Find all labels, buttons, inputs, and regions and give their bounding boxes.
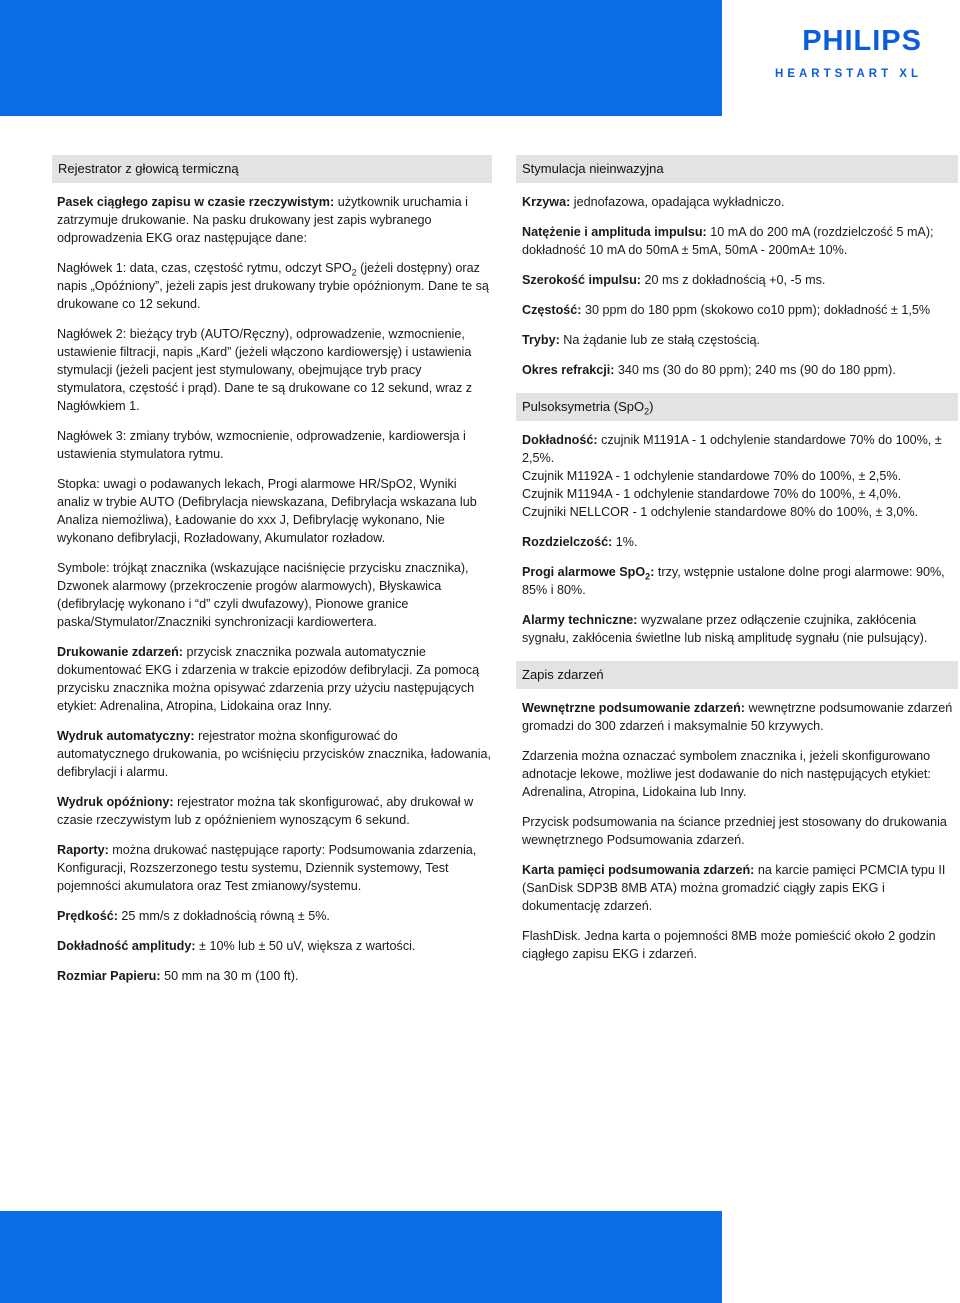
paragraph-rate: Częstość: 30 ppm do 180 ppm (skokowo co10 ppm); dokładność ± 1,5%: [522, 303, 931, 317]
paragraph-pulse-current: Natężenie i amplituda impulsu: 10 mA do 200 mA (rozdzielczość 5 mA); dokładność 10 mA do 50mA ± 5mA, 50mA - 200mA± 10%.: [522, 225, 934, 257]
paragraph-reports: Raporty: można drukować następujące raporty: Podsumowania zdarzenia, Konfiguracji, Rozszerzonego testu systemu, Dziennik systemowy, Test pojemności akumulatora oraz Test zmianowy/systemu.: [57, 843, 477, 893]
paragraph-refractory: Okres refrakcji: 340 ms (30 do 80 ppm); 240 ms (90 do 180 ppm).: [522, 363, 896, 377]
right-column: [516, 155, 958, 975]
paragraph-event-printing: Drukowanie zdarzeń: przycisk znacznika pozwala automatycznie dokumentować EKG i zdarzenia w trakcie epizodów defibrylacji. Za pomocą przycisku znacznika można opisywać zdarzenia przy użyciu następujących etykiet: Adrenalina, Atropina, Lidokaina oraz Inny.: [57, 645, 480, 713]
header-blue-band: [0, 0, 722, 116]
section-heading-event-log: Zapis zdarzeń: [516, 661, 958, 689]
product-name: HEARTSTART XL: [775, 68, 922, 80]
paragraph-header-3: Nagłówek 3: zmiany trybów, wzmocnienie, odprowadzenie, kardiowersja i ustawienia stymulatora rytmu.: [57, 429, 466, 461]
footer-blue-band: [0, 1211, 722, 1303]
left-column: [52, 155, 492, 997]
paragraph-flashdisk: FlashDisk. Jedna karta o pojemności 8MB może pomieścić około 2 godzin ciągłego zapisu EKG i zdarzeń.: [522, 929, 936, 961]
paragraph-amplitude-accuracy: Dokładność amplitudy: ± 10% lub ± 50 uV, większa z wartości.: [57, 939, 416, 953]
paragraph-memory-card: Karta pamięci podsumowania zdarzeń: na karcie pamięci PCMCIA typu II (SanDisk SDP3B 8MB ATA) można gromadzić ciągły zapis EKG i dokumentację zdarzeń.: [522, 863, 946, 913]
section-heading-pulse-oximetry: Pulsoksymetria (SpO$_2$): [516, 393, 958, 421]
paragraph-event-annotations: Zdarzenia można oznaczać symbolem znacznika i, jeżeli skonfigurowano adnotacje lekowe, możliwe jest dodawanie do nich następujących etykiet: Adrenalina, Atropina, Lidokaina lub Inny.: [522, 749, 931, 799]
paragraph-footer: Stopka: uwagi o podawanych lekach, Progi alarmowe HR/SpO2, Wyniki analiz w trybie AUTO (Defibrylacja niewskazana, Defibrylacja wskazana lub Analiza niemożliwa), Ładowanie do xxx J, Defibrylację wykonano, Nie wykonano defibrylacji, Rozładowany, Akumulator rozładow.: [57, 477, 477, 545]
paragraph-speed: Prędkość: 25 mm/s z dokładnością równą ± 5%.: [57, 909, 330, 923]
brand-name: PHILIPS: [802, 25, 922, 57]
paragraph-symbols: Symbole: trójkąt znacznika (wskazujące naciśnięcie przycisku znacznika), Dzwonek alarmowy (przekroczenie progów alarmowych), Błyskawica (defibrylację wykonano i “d” czyli dwufazowy), Pionowe granice paska/Stymulator/Znaczniki synchronizacji kardiowertera.: [57, 561, 469, 629]
paragraph-resolution: Rozdzielczość: 1%.: [522, 535, 638, 549]
paragraph-auto-print: Wydruk automatyczny: rejestrator można skonfigurować do automatycznego drukowania, po wciśnięciu przycisków znacznika, ładowania, defibrylacji i alarmu.: [57, 729, 492, 779]
paragraph-accuracy: Dokładność: czujnik M1191A - 1 odchylenie standardowe 70% do 100%, ± 2,5%. Czujnik M1192A - 1 odchylenie standardowe 70% do 100%, ± 2,5%. Czujnik M1194A - 1 odchylenie standardowe 70% do 100%, ± 4,0%. Czujniki NELLCOR - 1 odchylenie standardowe 80% do 100%, ± 3,0%.: [522, 433, 942, 519]
paragraph-header-2: Nagłówek 2: bieżący tryb (AUTO/Ręczny), odprowadzenie, wzmocnienie, ustawienie filtracji, napis „Kard” (jeżeli włączono kardiowersję) i ustawienia stymulacji (jeżeli pacjent jest stymulowany, obejmujące tryb pracy stymulatora, częstość i prąd). Dane te są drukowane co 12 sekund, wraz z Nagłówkiem 1.: [57, 327, 473, 413]
paragraph-header-1: Nagłówek 1: data, czas, częstość rytmu, odczyt $SPO_2$ (jeżeli dostępny) oraz napis „Opóźniony”, jeżeli zapis jest drukowany trybie opóźnionym. Dane te są drukowane co 12 sekund.: [57, 261, 489, 311]
paragraph-paper-size: Rozmiar Papieru: 50 mm na 30 m (100 ft).: [57, 969, 299, 983]
paragraph-internal-summary: Wewnętrzne podsumowanie zdarzeń: wewnętrzne podsumowanie zdarzeń gromadzi do 300 zdarzeń i maksymalnie 50 krzywych.: [522, 701, 953, 733]
paragraph-continuous-strip: Pasek ciągłego zapisu w czasie rzeczywistym: użytkownik uruchamia i zatrzymuje drukowanie. Na pasku drukowany jest zapis wybranego odprowadzenia EKG oraz następujące dane:: [57, 195, 468, 245]
paragraph-waveform: Krzywa: jednofazowa, opadająca wykładniczo.: [522, 195, 785, 209]
paragraph-pulse-width: Szerokość impulsu: 20 ms z dokładnością +0, -5 ms.: [522, 273, 826, 287]
paragraph-delayed-print: Wydruk opóźniony: rejestrator można tak skonfigurować, aby drukował w czasie rzeczywistym lub z opóźnieniem wynoszącym 6 sekund.: [57, 795, 474, 827]
paragraph-spo2-alarms: Progi alarmowe SpO$_2$: trzy, wstępnie ustalone dolne progi alarmowe: 90%, 85% i 80%.: [522, 565, 945, 597]
section-heading-pacing: Stymulacja nieinwazyjna: [516, 155, 958, 183]
philips-logo: [775, 26, 922, 80]
paragraph-technical-alarms: Alarmy techniczne: wyzwalane przez odłączenie czujnika, zakłócenia sygnału, zakłócenia świetlne lub niską amplitudę sygnału (nie pulsujący).: [522, 613, 928, 645]
section-heading-recorder: Rejestrator z głowicą termiczną: [52, 155, 492, 183]
paragraph-modes: Tryby: Na żądanie lub ze stałą częstością.: [522, 333, 761, 347]
paragraph-summary-button: Przycisk podsumowania na ściance przedniej jest stosowany do drukowania wewnętrznego Podsumowania zdarzeń.: [522, 815, 947, 847]
